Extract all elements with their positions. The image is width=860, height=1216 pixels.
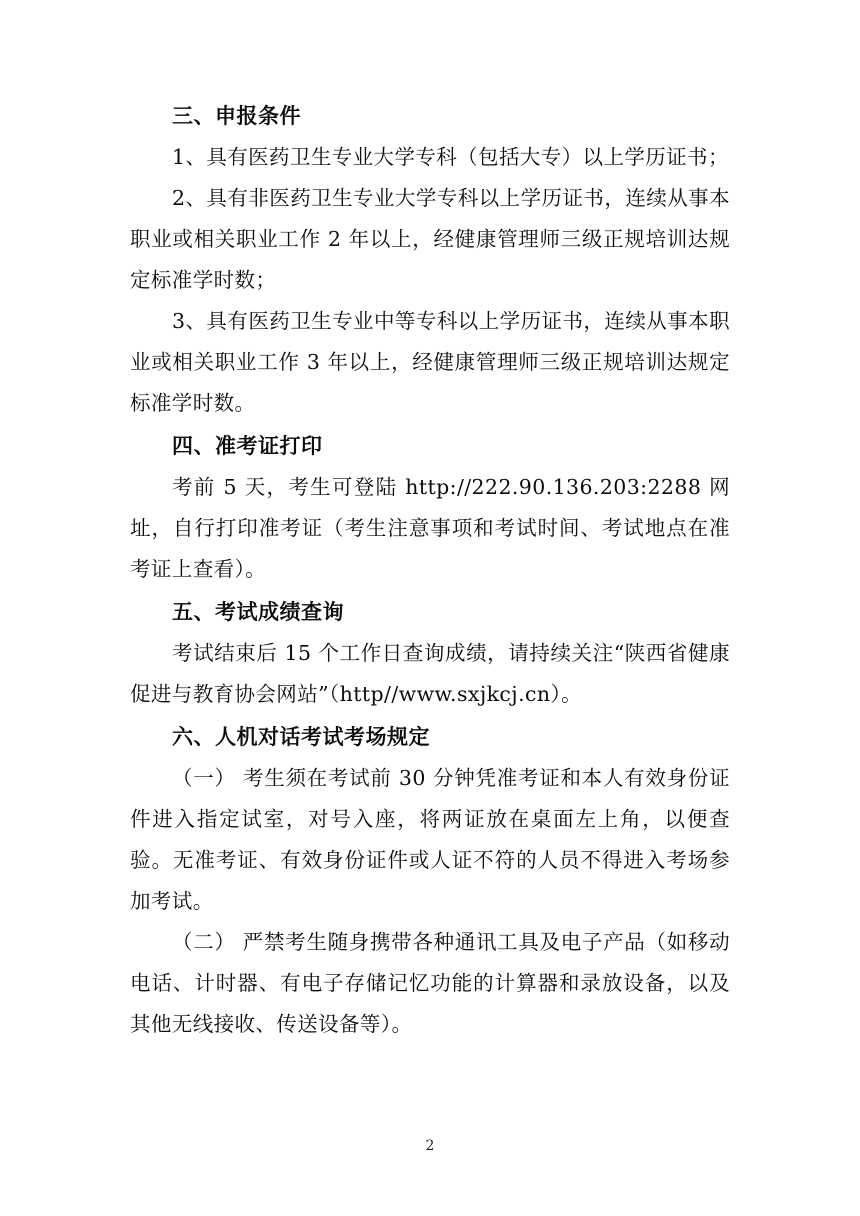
- paragraph-score-query: 考试结束后 15 个工作日查询成绩，请持续关注“陕西省健康促进与教育协会网站”（http//www.sxjkcj.cn）。: [130, 641, 730, 706]
- section-heading-exam-room-rules: 六、人机对话考试考场规定: [172, 725, 430, 749]
- page-number: 2: [425, 1138, 435, 1154]
- section-heading-admission-ticket-print: 四、准考证打印: [172, 434, 323, 458]
- paragraph-admission-ticket-print: 考前 5 天，考生可登陆 http://222.90.136.203:2288 网址，自行打印准考证（考生注意事项和考试时间、考试地点在准考证上查看）。: [130, 475, 730, 581]
- section-heading-score-query: 五、考试成绩查询: [172, 600, 344, 624]
- paragraph-condition-3: 3、具有医药卫生专业中等专科以上学历证书，连续从事本职业或相关职业工作 3 年以上，经健康管理师三级正规培训达规定标准学时数。: [130, 309, 730, 415]
- paragraph-condition-2: 2、具有非医药卫生专业大学专科以上学历证书，连续从事本职业或相关职业工作 2 年以上，经健康管理师三级正规培训达规定标准学时数；: [130, 186, 730, 292]
- document-body: [130, 96, 730, 1045]
- paragraph-rule-2: （二） 严禁考生随身携带各种通讯工具及电子产品（如移动电话、计时器、有电子存储记忆功能的计算器和录放设备，以及其他无线接收、传送设备等）。: [130, 930, 730, 1036]
- section-heading-application-conditions: 三、申报条件: [172, 104, 301, 128]
- paragraph-condition-1: 1、具有医药卫生专业大学专科（包括大专）以上学历证书；: [172, 145, 729, 169]
- paragraph-rule-1: （一） 考生须在考试前 30 分钟凭准考证和本人有效身份证件进入指定试室，对号入座，将两证放在桌面左上角，以便查验。无准考证、有效身份证件或人证不符的人员不得进入考场参加考试。: [130, 766, 730, 913]
